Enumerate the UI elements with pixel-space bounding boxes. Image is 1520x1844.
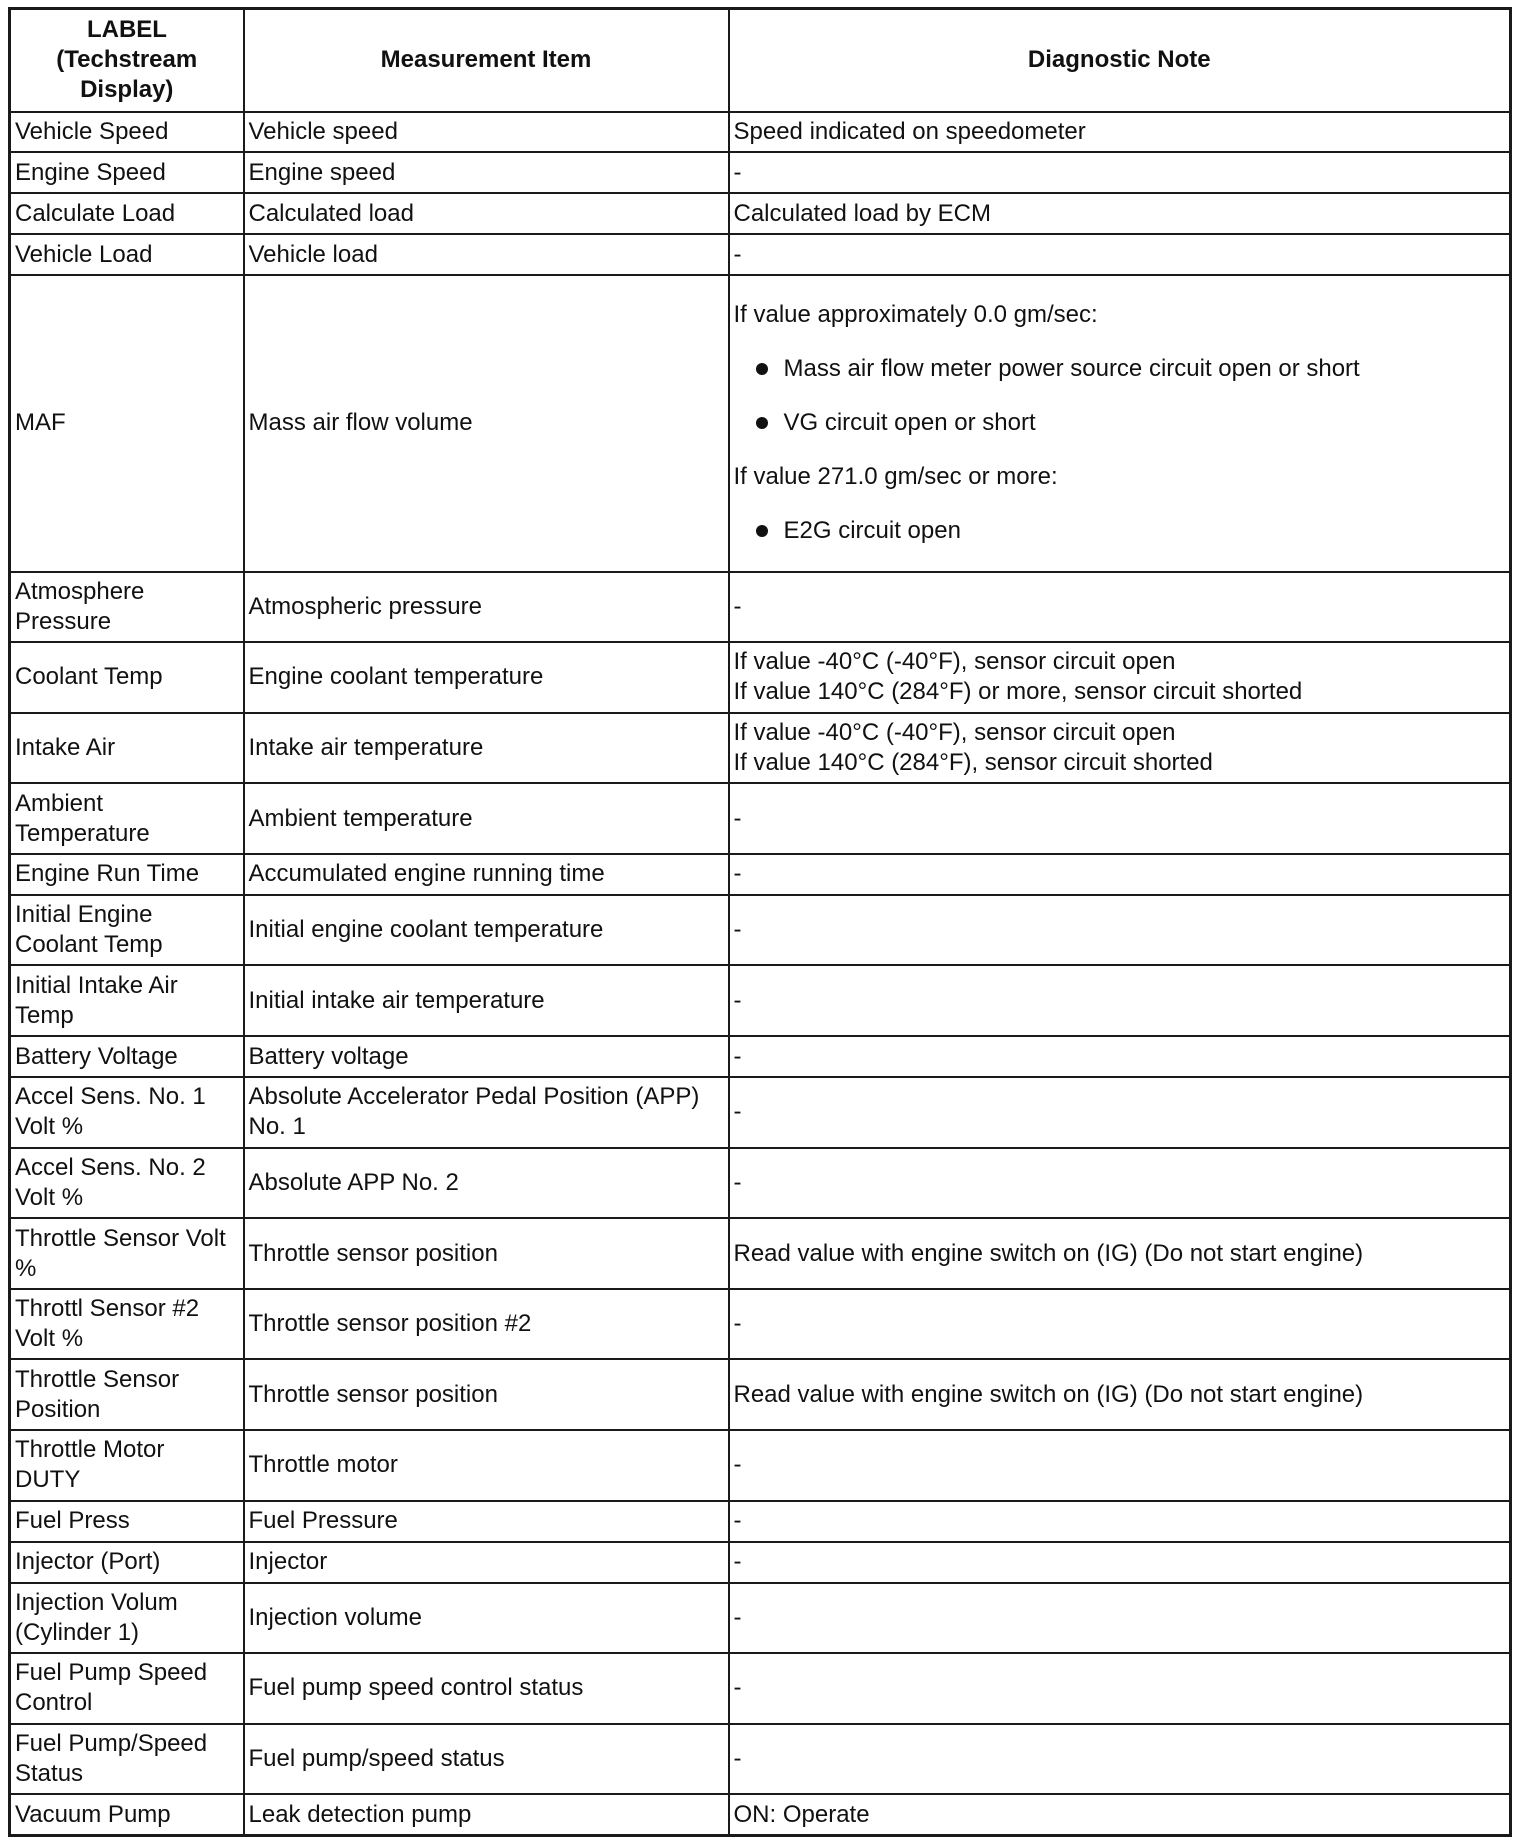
label-text: Injector (Port): [15, 1548, 161, 1576]
measurement-item-text: Absolute Accelerator Pedal Position (APP): [248, 1083, 700, 1111]
label-text: Coolant Temp: [15, 931, 163, 959]
diagnostic-note-text: -: [733, 240, 742, 268]
note-bullet-text: VG circuit open or short: [783, 409, 1036, 437]
diagnostic-note-text: -: [733, 1451, 742, 1479]
diagnostic-note-cell: [729, 713, 1511, 784]
table-row: [10, 152, 1511, 193]
measurement-item-cell: [244, 152, 729, 193]
label-text: Volt %: [15, 1183, 84, 1211]
label-text: Injection Volum: [15, 1588, 178, 1616]
label-cell: [10, 1148, 244, 1219]
table-row: [10, 1077, 1511, 1148]
table-row: [10, 1501, 1511, 1542]
measurement-item-text: Fuel pump speed control status: [248, 1674, 584, 1702]
label-text: Fuel Pump Speed: [15, 1659, 208, 1687]
diagnostic-note-text: Speed indicated on speedometer: [733, 117, 1086, 145]
header-label-line: Display): [80, 76, 174, 104]
diagnostic-note-cell: [729, 1583, 1511, 1654]
measurement-item-text: Fuel pump/speed status: [248, 1745, 505, 1773]
label-cell: [10, 1289, 244, 1360]
label-text: Control: [15, 1689, 93, 1717]
table-row: [10, 275, 1511, 571]
label-cell: [10, 1501, 244, 1542]
diagnostic-note-text: -: [733, 1507, 742, 1535]
diagnostic-note-cell: [729, 642, 1511, 713]
label-text: Vacuum Pump: [15, 1800, 171, 1828]
table-row: [10, 895, 1511, 966]
measurement-item-cell: [244, 713, 729, 784]
label-text: Volt %: [15, 1325, 84, 1353]
measurement-item-cell: [244, 1148, 729, 1219]
label-text: Coolant Temp: [15, 663, 163, 691]
measurement-item-text: Injector: [248, 1548, 328, 1576]
label-cell: [10, 1542, 244, 1583]
note-condition-low: If value approximately 0.0 gm/sec:: [733, 301, 1098, 329]
measurement-item-cell: [244, 1218, 729, 1289]
bullet-icon: [756, 363, 768, 375]
measurement-item-cell: [244, 1583, 729, 1654]
label-text: Accel Sens. No. 2: [15, 1153, 206, 1181]
diagnostic-note-text: Calculated load by ECM: [733, 199, 991, 227]
diagnostic-note-cell: [729, 1501, 1511, 1542]
measurement-item-cell: [244, 275, 729, 571]
label-cell: [10, 572, 244, 643]
label-cell: [10, 1430, 244, 1501]
label-text: Initial Intake Air: [15, 971, 178, 999]
label-text: Temp: [15, 1001, 74, 1029]
measurement-item-text: Throttle sensor position: [248, 1239, 498, 1267]
measurement-item-cell: [244, 1501, 729, 1542]
measurement-item-cell: [244, 642, 729, 713]
label-cell: [10, 854, 244, 895]
diagnostic-note-cell: [729, 965, 1511, 1036]
diagnostic-note-cell: [729, 1724, 1511, 1795]
label-text: Initial Engine: [15, 901, 153, 929]
label-cell: [10, 152, 244, 193]
label-text: Accel Sens. No. 1: [15, 1083, 206, 1111]
diagnostic-note-text: -: [733, 1674, 742, 1702]
table-row: [10, 1430, 1511, 1501]
label-text: Atmosphere: [15, 577, 145, 605]
header-label-line: LABEL: [86, 16, 167, 44]
diagnostic-note-text: -: [733, 1310, 742, 1338]
label-cell: [10, 112, 244, 153]
table-row: [10, 193, 1511, 234]
diagnostic-note-cell: [729, 1430, 1511, 1501]
diagnostic-note-text: -: [733, 1745, 742, 1773]
measurement-item-text: Ambient temperature: [248, 804, 473, 832]
header-diagnostic-note: Diagnostic Note: [729, 9, 1511, 112]
diagnostic-note-cell: [729, 1794, 1511, 1835]
label-text: Engine Speed: [15, 158, 166, 186]
note-bullet-item: [734, 516, 1506, 546]
label-text: MAF: [15, 409, 66, 437]
label-cell: [10, 234, 244, 275]
note-bullet-item: [734, 354, 1506, 384]
measurement-item-cell: [244, 1653, 729, 1724]
label-cell: [10, 783, 244, 854]
label-text: (Cylinder 1): [15, 1618, 140, 1646]
measurement-item-cell: [244, 1794, 729, 1835]
label-text: Engine Run Time: [15, 860, 200, 888]
measurement-item-text: Calculated load: [248, 199, 414, 227]
diagnostic-note-cell: [729, 275, 1511, 571]
measurement-item-text: Battery voltage: [248, 1042, 409, 1070]
label-text: Battery Voltage: [15, 1042, 178, 1070]
diagnostic-note-cell: [729, 1289, 1511, 1360]
measurement-item-cell: [244, 572, 729, 643]
diagnostic-note-text: -: [733, 158, 742, 186]
diagnostic-note-text: ON: Operate: [733, 1800, 870, 1828]
table-row: [10, 1148, 1511, 1219]
diagnostic-note-text: Read value with engine switch on (IG) (Do not start engine): [733, 1380, 1364, 1408]
label-text: Throttl Sensor #2: [15, 1295, 200, 1323]
label-cell: [10, 1724, 244, 1795]
diagnostic-note-cell: [729, 112, 1511, 153]
bullet-icon: [756, 525, 768, 537]
label-text: Temperature: [15, 819, 150, 847]
table-row: [10, 1794, 1511, 1835]
header-row: [10, 9, 1511, 112]
diagnostic-note-text: -: [733, 1548, 742, 1576]
diagnostic-note-cell: [729, 854, 1511, 895]
label-text: Position: [15, 1395, 101, 1423]
diagnostic-note-cell: [729, 572, 1511, 643]
table-row: [10, 1724, 1511, 1795]
label-cell: [10, 193, 244, 234]
measurement-item-text: Vehicle speed: [248, 117, 398, 145]
label-cell: [10, 895, 244, 966]
note-bullet-text: Mass air flow meter power source circuit open or short: [783, 355, 1360, 383]
table-row: [10, 1289, 1511, 1360]
measurement-item-text: Atmospheric pressure: [248, 592, 482, 620]
table-row: [10, 713, 1511, 784]
table-row: [10, 1653, 1511, 1724]
label-cell: [10, 642, 244, 713]
header-measurement-item: Measurement Item: [244, 9, 729, 112]
table-row: [10, 1542, 1511, 1583]
measurement-item-cell: [244, 1289, 729, 1360]
table-row: [10, 1218, 1511, 1289]
label-text: Throttle Sensor Volt: [15, 1224, 226, 1252]
measurement-item-cell: [244, 1542, 729, 1583]
measurement-item-cell: [244, 965, 729, 1036]
label-text: Intake Air: [15, 733, 116, 761]
measurement-item-text: Fuel Pressure: [248, 1507, 398, 1535]
measurement-item-text: Engine speed: [248, 158, 396, 186]
note-bullet-text: E2G circuit open: [783, 517, 961, 545]
header-label: [10, 9, 244, 112]
table-row: [10, 965, 1511, 1036]
measurement-item-text: Absolute APP No. 2: [248, 1168, 459, 1196]
measurement-item-text: No. 1: [248, 1113, 306, 1141]
measurement-item-cell: [244, 1430, 729, 1501]
diagnostic-note-cell: [729, 1218, 1511, 1289]
label-cell: [10, 1218, 244, 1289]
label-text: Status: [15, 1760, 84, 1788]
diagnostic-note-cell: [729, 234, 1511, 275]
measurement-item-cell: [244, 234, 729, 275]
note-condition-high: If value 271.0 gm/sec or more:: [733, 463, 1058, 491]
measurement-item-text: Initial intake air temperature: [248, 986, 545, 1014]
label-cell: [10, 1077, 244, 1148]
diagnostic-note-cell: [729, 1036, 1511, 1077]
measurement-item-text: Accumulated engine running time: [248, 860, 605, 888]
measurement-item-text: Throttle sensor position #2: [248, 1310, 532, 1338]
measurement-item-text: Vehicle load: [248, 240, 378, 268]
diagnostic-note-text: -: [733, 986, 742, 1014]
table-row: [10, 854, 1511, 895]
table-row: [10, 642, 1511, 713]
diagnostic-note-text: If value -40°C (-40°F), sensor circuit open: [733, 648, 1176, 676]
label-cell: [10, 275, 244, 571]
diagnostic-note-cell: [729, 1653, 1511, 1724]
table-row: [10, 1583, 1511, 1654]
diagnostic-note-cell: [729, 1077, 1511, 1148]
measurement-item-text: Intake air temperature: [248, 733, 484, 761]
diagnostic-note-text: -: [733, 1168, 742, 1196]
diagnostic-note-text: If value -40°C (-40°F), sensor circuit open: [733, 718, 1176, 746]
diagnostic-note-cell: [729, 1359, 1511, 1430]
label-text: DUTY: [15, 1466, 81, 1494]
label-text: %: [15, 1254, 37, 1282]
label-cell: [10, 965, 244, 1036]
diagnostic-note-cell: [729, 1542, 1511, 1583]
table-body: [10, 112, 1511, 1836]
table-row: [10, 783, 1511, 854]
label-text: Volt %: [15, 1113, 84, 1141]
measurement-item-cell: [244, 1724, 729, 1795]
measurement-item-text: Mass air flow volume: [248, 409, 473, 437]
label-cell: [10, 713, 244, 784]
diagnostic-note-text: -: [733, 916, 742, 944]
maf-diagnostic-note: [734, 294, 1506, 552]
table-row: [10, 1036, 1511, 1077]
diagnostic-note-cell: [729, 193, 1511, 234]
diagnostic-data-table: [8, 7, 1512, 1837]
diagnostic-note-text: If value 140°C (284°F) or more, sensor circuit shorted: [733, 678, 1303, 706]
measurement-item-cell: [244, 895, 729, 966]
note-bullet-item: [734, 408, 1506, 438]
label-text: Calculate Load: [15, 199, 176, 227]
label-text: Ambient: [15, 789, 104, 817]
label-text: Throttle Motor: [15, 1436, 165, 1464]
label-text: Fuel Pump/Speed: [15, 1730, 208, 1758]
measurement-item-text: Throttle motor: [248, 1451, 398, 1479]
diagnostic-note-text: -: [733, 804, 742, 832]
table-row: [10, 112, 1511, 153]
measurement-item-text: Throttle sensor position: [248, 1380, 498, 1408]
diagnostic-note-text: -: [733, 860, 742, 888]
table-row: [10, 572, 1511, 643]
header-label-line: (Techstream: [56, 46, 198, 74]
measurement-item-cell: [244, 783, 729, 854]
diagnostic-note-cell: [729, 152, 1511, 193]
label-text: Vehicle Load: [15, 240, 153, 268]
measurement-item-cell: [244, 854, 729, 895]
label-cell: [10, 1036, 244, 1077]
label-cell: [10, 1359, 244, 1430]
diagnostic-note-cell: [729, 895, 1511, 966]
label-text: Throttle Sensor: [15, 1365, 180, 1393]
diagnostic-note-text: -: [733, 1603, 742, 1631]
measurement-item-cell: [244, 112, 729, 153]
diagnostic-note-cell: [729, 783, 1511, 854]
table-row: [10, 1359, 1511, 1430]
label-cell: [10, 1794, 244, 1835]
measurement-item-cell: [244, 193, 729, 234]
diagnostic-note-text: Read value with engine switch on (IG) (Do not start engine): [733, 1239, 1364, 1267]
table-row: [10, 234, 1511, 275]
measurement-item-cell: [244, 1036, 729, 1077]
measurement-item-cell: [244, 1359, 729, 1430]
diagnostic-note-text: If value 140°C (284°F), sensor circuit shorted: [733, 748, 1213, 776]
label-text: Pressure: [15, 607, 112, 635]
measurement-item-text: Leak detection pump: [248, 1800, 472, 1828]
measurement-item-text: Engine coolant temperature: [248, 663, 544, 691]
diagnostic-note-cell: [729, 1148, 1511, 1219]
diagnostic-note-text: -: [733, 592, 742, 620]
label-text: Fuel Press: [15, 1507, 130, 1535]
label-cell: [10, 1653, 244, 1724]
diagnostic-note-text: -: [733, 1098, 742, 1126]
bullet-icon: [756, 417, 768, 429]
measurement-item-cell: [244, 1077, 729, 1148]
diagnostic-note-text: -: [733, 1042, 742, 1070]
label-text: Vehicle Speed: [15, 117, 169, 145]
label-cell: [10, 1583, 244, 1654]
measurement-item-text: Injection volume: [248, 1603, 422, 1631]
measurement-item-text: Initial engine coolant temperature: [248, 916, 604, 944]
